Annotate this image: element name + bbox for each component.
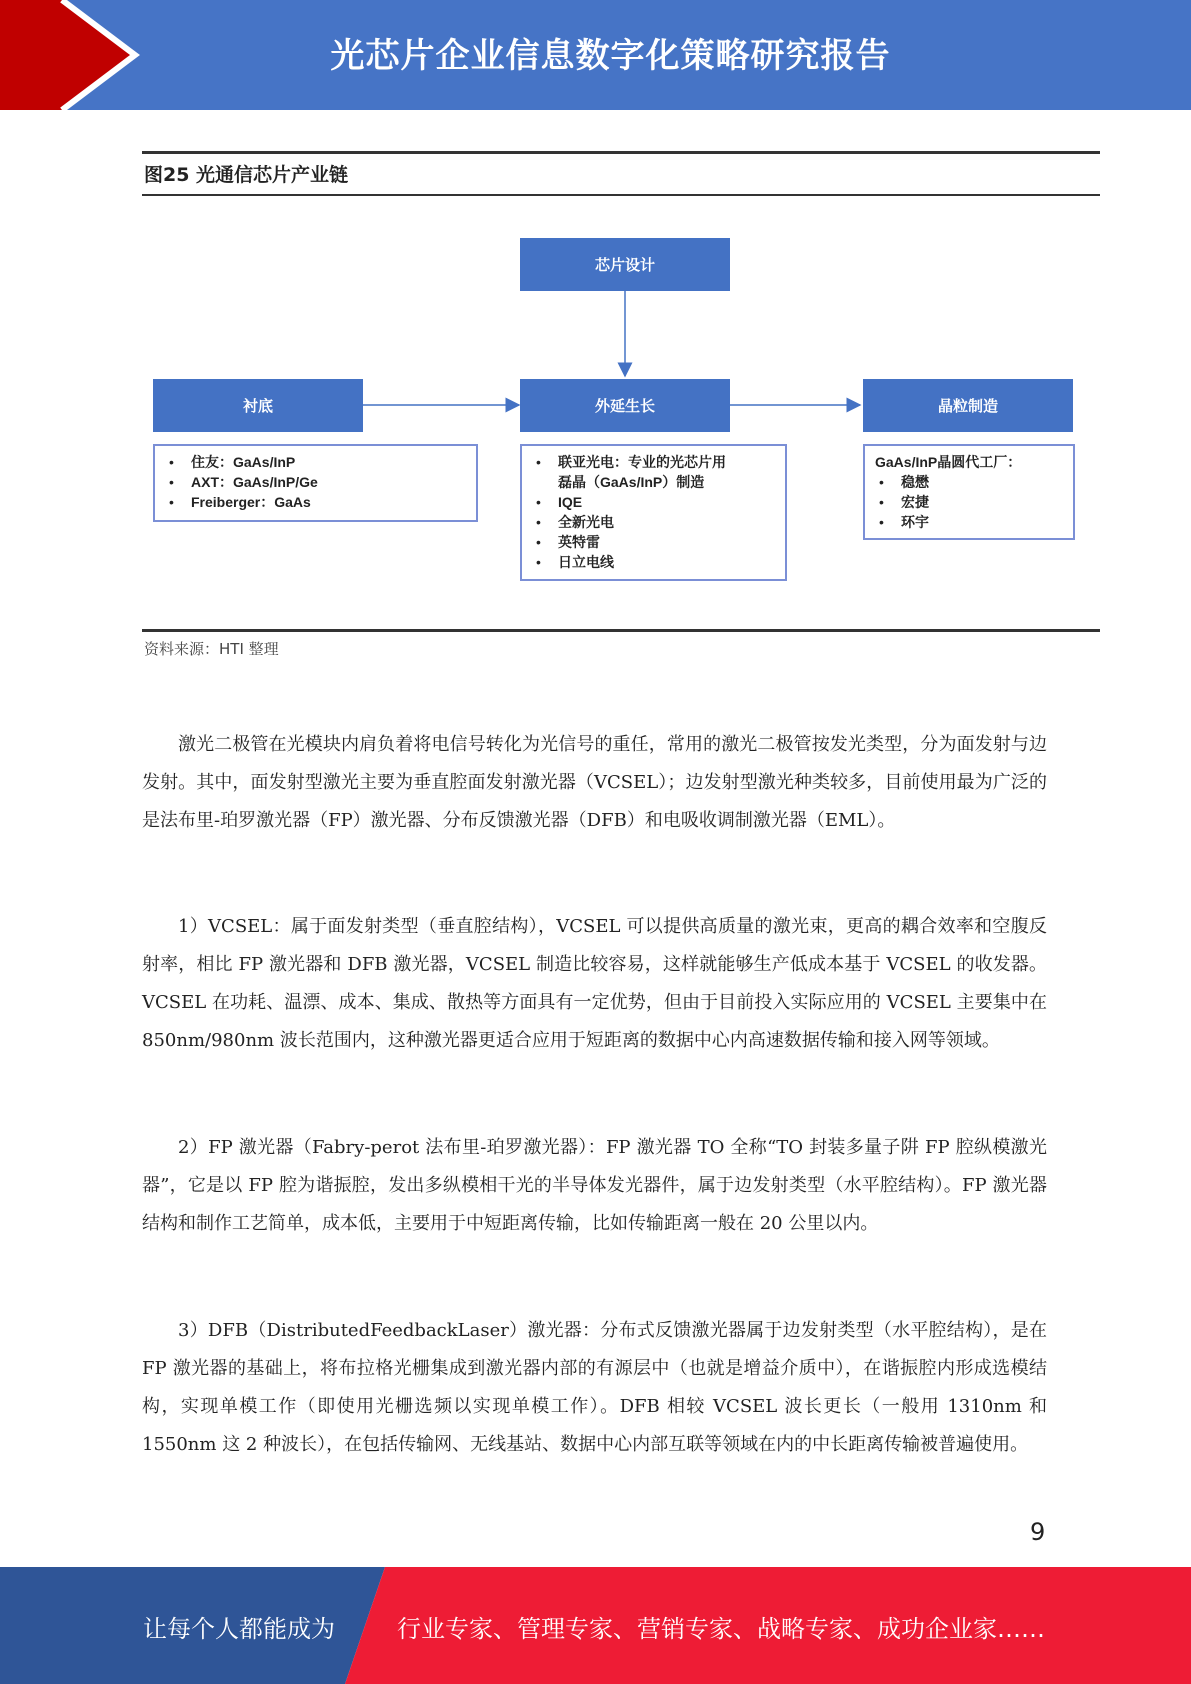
node-substrate: 衬底 — [153, 379, 363, 432]
node-epitaxy: 外延生长 — [520, 379, 730, 432]
list-item: • Freiberger：GaAs — [165, 492, 466, 512]
list-item: • 宏捷 — [875, 492, 1063, 512]
list-item: • 日立电线 — [532, 552, 775, 572]
substrate-vendors-box — [153, 444, 478, 522]
list-item: • 稳懋 — [875, 472, 1063, 492]
list-item-continuation: 磊晶（GaAs/InP）制造 — [558, 474, 705, 490]
list-item: • 全新光电 — [532, 512, 775, 532]
footer-slogan-right: 行业专家、管理专家、营销专家、战略专家、成功企业家…… — [397, 1615, 1045, 1643]
footer-slogan-left: 让每个人都能成为 — [143, 1615, 335, 1643]
wafer-foundries-box — [863, 444, 1075, 540]
list-item: • 环宇 — [875, 512, 1063, 532]
footer-banner — [0, 1567, 1191, 1684]
node-wafer-fab: 晶粒制造 — [863, 379, 1073, 432]
figure-title: 图25 光通信芯片产业链 — [144, 164, 349, 186]
list-item: • IQE — [532, 492, 775, 512]
list-item: • AXT：GaAs/InP/Ge — [165, 472, 466, 492]
list-item: • 住友：GaAs/InP — [165, 452, 466, 472]
node-chip-design: 芯片设计 — [520, 238, 730, 291]
report-title: 光芯片企业信息数字化策略研究报告 — [330, 36, 891, 76]
box-heading: GaAs/InP晶圆代工厂： — [875, 454, 1022, 470]
paragraph-fp: 2）FP 激光器（Fabry-perot 法布里-珀罗激光器）：FP 激光器 TO 全称“TO 封装多量子阱 FP 腔纵模激光器”，它是以 FP 腔为谐振腔，发出多纵模相干光的半导体发光器件，属于边发射类型（水平腔结构）。FP 激光器结构和制作工艺简单，成本低，主要用于中短距离传输，比如传输距离一般在 20 公里以内。 — [142, 1137, 1047, 1234]
list-item: • 英特雷 — [532, 532, 775, 552]
paragraph-intro: 激光二极管在光模块内肩负着将电信号转化为光信号的重任，常用的激光二极管按发光类型，分为面发射与边发射。其中，面发射型激光主要为垂直腔面发射激光器（VCSEL）；边发射型激光种类较多，目前使用最为广泛的是法布里-珀罗激光器（FP）激光器、分布反馈激光器（DFB）和电吸收调制激光器（EML）。 — [142, 734, 1047, 831]
list-item: • 联亚光电：专业的光芯片用 — [532, 452, 775, 472]
epitaxy-vendors-box — [520, 444, 787, 581]
page-number: 9 — [1030, 1518, 1046, 1546]
figure-source: 资料来源：HTI 整理 — [144, 640, 279, 658]
figure-bottom-rule — [142, 629, 1100, 632]
paragraph-dfb: 3）DFB（DistributedFeedbackLaser）激光器：分布式反馈激光器属于边发射类型（水平腔结构），是在 FP 激光器的基础上，将布拉格光栅集成到激光器内部的有源层中（也就是增益介质中），在谐振腔内形成选模结构，实现单模工作（即使用光栅选频以实现单模工作）。DFB 相较 VCSEL 波长更长（一般用 1310nm 和 1550nm 这 2 种波长），在包括传输网、无线基站、数据中心内部互联等领域在内的中长距离传输被普遍使用。 — [142, 1320, 1047, 1455]
paragraph-vcsel: 1）VCSEL：属于面发射类型（垂直腔结构），VCSEL 可以提供高质量的激光束，更高的耦合效率和空腹反射率，相比 FP 激光器和 DFB 激光器，VCSEL 制造比较容易，这样就能够生产低成本基于 VCSEL 的收发器。VCSEL 在功耗、温漂、成本、集成、散热等方面具有一定优势，但由于目前投入实际应用的 VCSEL 主要集中在 850nm/980nm 波长范围内，这种激光器更适合应用于短距离的数据中心内高速数据传输和接入网等领域。 — [142, 916, 1047, 1051]
